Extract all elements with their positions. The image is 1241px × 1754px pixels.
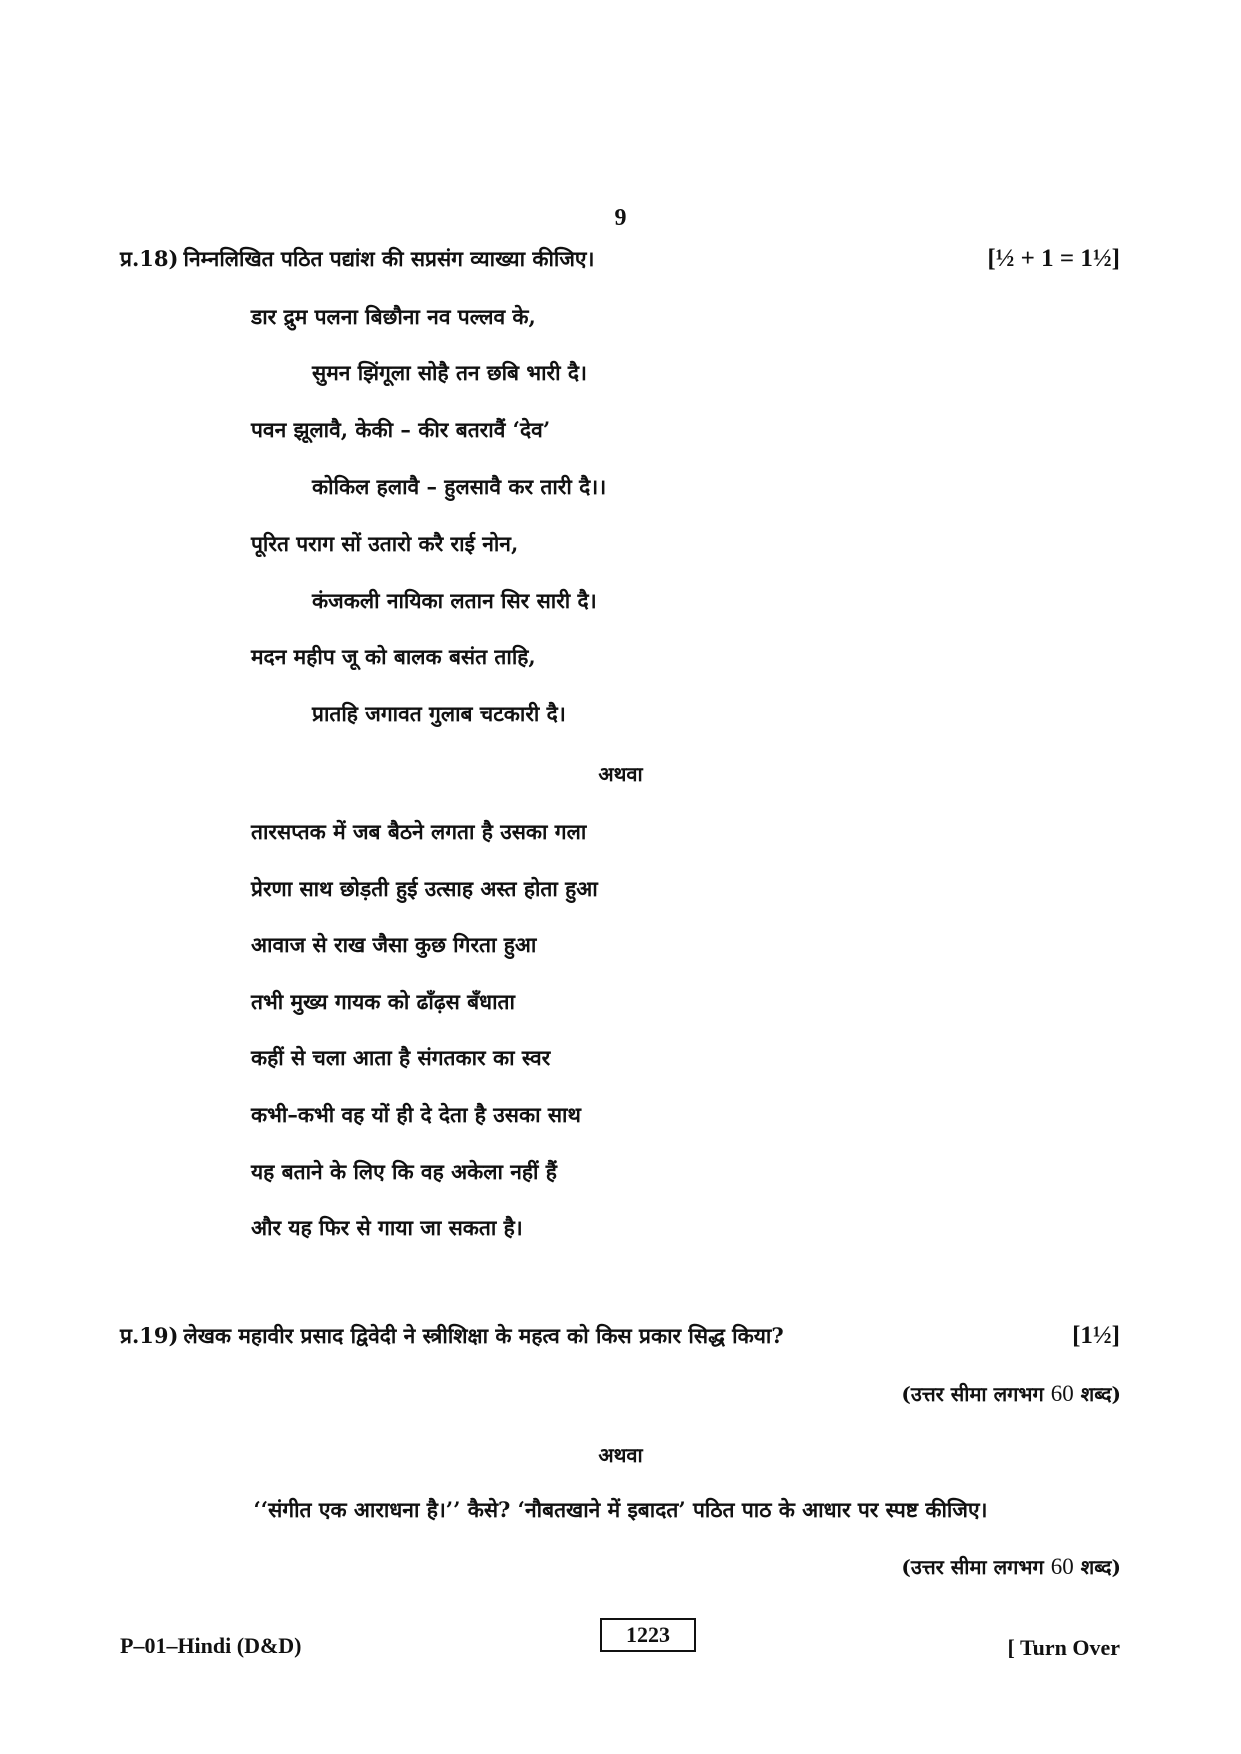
question-18-header	[120, 245, 1120, 273]
word-limit-close: शब्द)	[1073, 1555, 1121, 1579]
word-limit-number: 60	[1050, 1381, 1074, 1406]
verse-line: पवन झूलावै, केकी – कीर बतरावैं ‘देव’	[251, 417, 551, 442]
question-19-header	[120, 1322, 1120, 1350]
or-separator: अथवा	[598, 1443, 643, 1467]
verse-line: प्रातहि जगावत गुलाब चटकारी दै।	[312, 701, 566, 726]
word-limit-number: 60	[1050, 1554, 1074, 1579]
paper-code: P–01–Hindi (D&D)	[120, 1633, 302, 1658]
verse-line: कंजकली नायिका लतान सिर सारी दै।	[312, 588, 597, 613]
question-19-text: लेखक महावीर प्रसाद द्विवेदी ने स्त्रीशिक्षा के महत्व को किस प्रकार सिद्ध किया?	[183, 1323, 784, 1348]
page-number: 9	[614, 205, 627, 231]
verse-line: यह बताने के लिए कि वह अकेला नहीं हैं	[251, 1159, 557, 1184]
verse-line: तारसप्तक में जब बैठने लगता है उसका गला	[251, 819, 587, 844]
verse-line: कोकिल हलावै – हुलसावै कर तारी दै।।	[312, 474, 607, 499]
or-separator: अथवा	[598, 762, 643, 786]
verse-line: और यह फिर से गाया जा सकता है।	[251, 1215, 523, 1240]
word-limit-open: (उत्तर सीमा लगभग	[901, 1382, 1051, 1406]
question-19-prompt	[120, 1322, 784, 1350]
turn-over-label: [ Turn Over	[1007, 1635, 1120, 1660]
verse-line: सुमन झिंगूला सोहै तन छबि भारी दै।	[312, 360, 587, 385]
verse-line: पूरित पराग सों उतारो करै राई नोन,	[251, 531, 519, 556]
verse-line: तभी मुख्य गायक को ढाँढ़स बँधाता	[251, 989, 515, 1014]
question-19-label: प्र.19)	[120, 1323, 179, 1348]
word-limit	[901, 1380, 1121, 1407]
word-limit-open: (उत्तर सीमा लगभग	[901, 1555, 1051, 1579]
page-code-box: 1223	[600, 1618, 696, 1652]
verse-line: आवाज से राख जैसा कुछ गिरता हुआ	[251, 932, 537, 957]
verse-line: मदन महीप जू को बालक बसंत ताहि,	[251, 644, 536, 669]
question-18-prompt	[120, 245, 594, 273]
word-limit-close: शब्द)	[1073, 1382, 1121, 1406]
question-19-alternative: ‘‘संगीत एक आराधना है।’’ कैसे? ‘नौबतखाने में इबादत’ पठित पाठ के आधार पर स्पष्ट कीजिए।	[253, 1497, 988, 1522]
question-18-text: निम्नलिखित पठित पद्यांश की सप्रसंग व्याख्या कीजिए।	[183, 246, 595, 271]
question-18-label: प्र.18)	[120, 246, 179, 271]
question-18-marks: [½ + 1 = 1½]	[987, 245, 1120, 272]
verse-line: कभी–कभी वह यों ही दे देता है उसका साथ	[251, 1102, 581, 1127]
verse-line: प्रेरणा साथ छोड़ती हुई उत्साह अस्त होता हुआ	[251, 876, 598, 901]
word-limit	[901, 1553, 1121, 1580]
verse-line: कहीं से चला आता है संगतकार का स्वर	[251, 1045, 551, 1070]
verse-line: डार द्रुम पलना बिछौना नव पल्लव के,	[251, 304, 536, 329]
question-19-marks: [1½]	[1072, 1322, 1120, 1349]
